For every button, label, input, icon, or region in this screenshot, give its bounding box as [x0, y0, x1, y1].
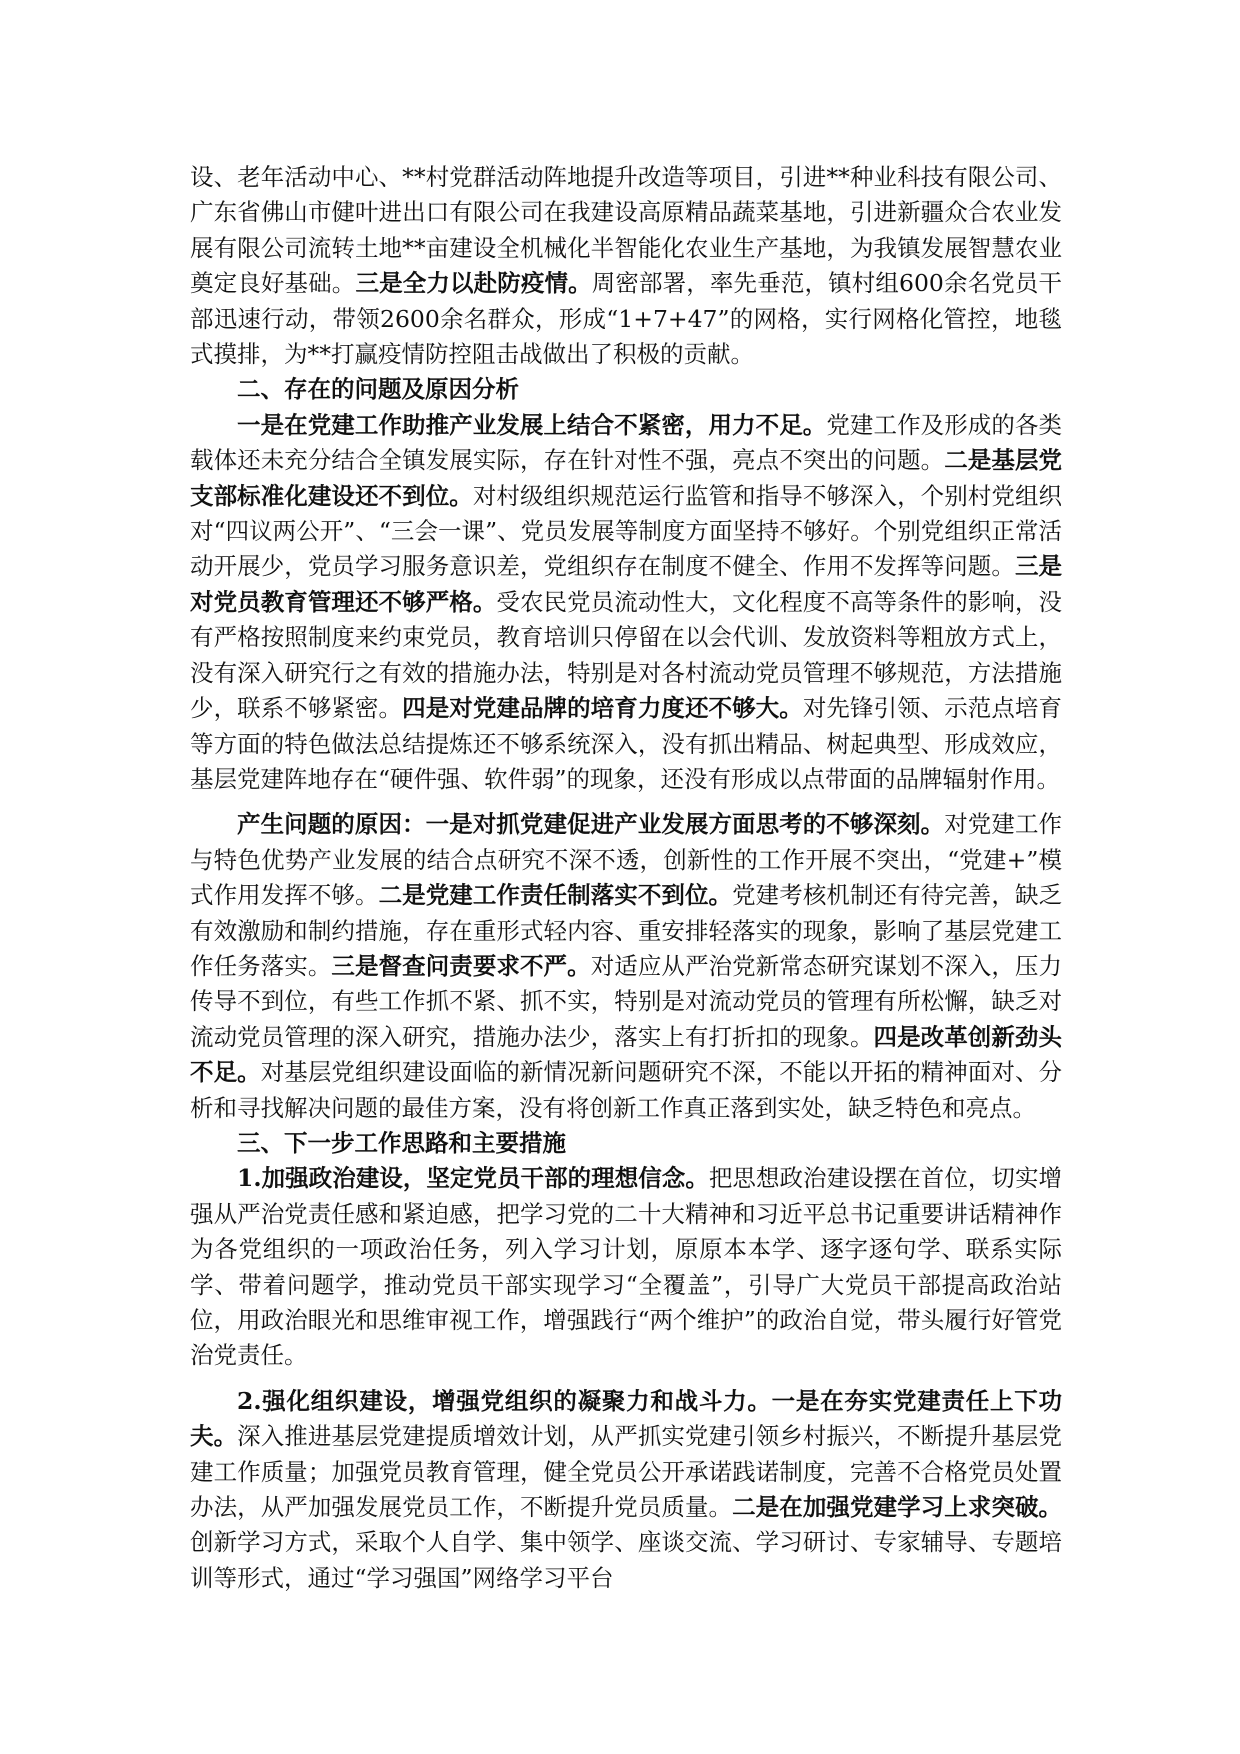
paragraph-text: 周密部署，率先垂范，镇村组600余名党员干部迅速行动，带领2600余名群众，形成“1+7+47”的网格，实行网格化管控，地毯式摸排，为**打赢疫情防控阻击战做出了积极的贡献。 — [190, 269, 1063, 369]
paragraph-text: 对先锋引领、示范点培育等方面的特色做法总结提炼还不够系统深入，没有抓出精品、树起典型、形成效应，基层党建阵地存在“硬件强、软件弱”的现象，还没有形成以点带面的品牌辐射作用。 — [190, 694, 1063, 793]
paragraph-text: 党建考核机制还有待完善，缺乏有效激励和制约措施，存在重形式轻内容、重安排轻落实的现象，影响了基层党建工作任务落实。 — [190, 881, 1063, 980]
bold-lead: 一是在党建工作助推产业发展上结合不紧密，用力不足。 — [237, 410, 827, 439]
paragraph-measure-1 — [190, 1161, 1062, 1373]
paragraph-causes — [190, 807, 1062, 1126]
bold-lead: 四是改革创新劲头不足。 — [190, 1022, 1063, 1087]
paragraph-text: 设、老年活动中心、**村党群活动阵地提升改造等项目，引进**种业科技有限公司、广东省佛山市健叶进出口有限公司在我建设高原精品蔬菜基地，引进新疆众合农业发展有限公司流转土地**亩建设全机械化半智能化农业生产基地，为我镇发展智慧农业奠定良好基础。 — [190, 163, 1062, 298]
bold-lead: 1.加强政治建设，坚定党员干部的理想信念。 — [237, 1164, 709, 1193]
bold-lead: 三是全力以赴防疫情。 — [355, 269, 592, 298]
document-page — [190, 160, 1062, 1596]
bold-lead: 三是对党员教育管理还不够严格。 — [190, 552, 1063, 616]
paragraph-text: 对党建工作与特色优势产业发展的结合点研究不深不透，创新性的工作开展不突出，“党建+”模式作用发挥不够。 — [190, 810, 1063, 910]
paragraph-text: 对基层党组织建设面临的新情况新问题研究不深，不能以开拓的精神面对、分析和寻找解决问题的最佳方案，没有将创新工作真正落到实处，缺乏特色和亮点。 — [190, 1058, 1063, 1122]
paragraph-text: 深入推进基层党建提质增效计划，从严抓实党建引领乡村振兴，不断提升基层党建工作质量；加强党员教育管理，健全党员公开承诺践诺制度，完善不合格党员处置办法，从严加强发展党员工作，不断提升党员质量。 — [190, 1422, 1063, 1522]
bold-lead: 2.强化组织建设，增强党组织的凝聚力和战斗力。一是在夯实党建责任上下功夫。 — [190, 1386, 1062, 1451]
bold-lead: 三是督查问责要求不严。 — [331, 951, 591, 980]
section-heading-2: 二、存在的问题及原因分析 — [237, 375, 519, 404]
paragraph-text: 对村级组织规范运行监管和指导不够深入，个别村党组织对“四议两公开”、“三会一课”、党员发展等制度方面坚持不够好。个别党组织正常活动开展少，党员学习服务意识差，党组织存在制度不健全、作用不发挥等问题。 — [190, 481, 1063, 581]
paragraph-text: 对适应从严治党新常态研究谋划不深入，压力传导不到位，有些工作抓不紧、抓不实，特别是对流动党员的管理有所松懈，缺乏对流动党员管理的深入研究，措施办法少，落实上有打折扣的现象。 — [190, 951, 1063, 1051]
paragraph-text: 创新学习方式，采取个人自学、集中领学、座谈交流、学习研讨、专家辅导、专题培训等形式，通过“学习强国”网络学习平台 — [190, 1528, 1062, 1592]
section-heading-3: 三、下一步工作思路和主要措施 — [237, 1128, 566, 1157]
bold-lead: 四是对党建品牌的培育力度还不够大。 — [402, 694, 803, 723]
bold-lead: 产生问题的原因：一是对抓党建促进产业发展方面思考的不够深刻。 — [237, 810, 945, 839]
bold-lead: 二是基层党支部标准化建设还不到位。 — [190, 446, 1063, 510]
paragraph-problems — [190, 408, 1062, 797]
paragraph-measure-2 — [190, 1384, 1062, 1596]
bold-lead: 二是党建工作责任制落实不到位。 — [378, 881, 733, 910]
paragraph-text: 党建工作及形成的各类载体还未充分结合全镇发展实际，存在针对性不强，亮点不突出的问题。 — [190, 410, 1063, 475]
paragraph-text: 受农民党员流动性大，文化程度不高等条件的影响，没有严格按照制度来约束党员，教育培训只停留在以会代训、发放资料等粗放方式上，没有深入研究行之有效的措施办法，特别是对各村流动党员管理不够规范，方法措施少，联系不够紧密。 — [190, 587, 1063, 723]
bold-lead: 二是在加强党建学习上求突破。 — [732, 1493, 1063, 1522]
paragraph-text: 把思想政治建设摆在首位，切实增强从严治党责任感和紧迫感，把学习党的二十大精神和习近平总书记重要讲话精神作为各党组织的一项政治任务，列入学习计划，原原本本学、逐字逐句学、联系实际学、带着问题学，推动党员干部实现学习“全覆盖”，引导广大党员干部提高政治站位，用政治眼光和思维审视工作，增强践行“两个维护”的政治自觉，带头履行好管党治党责任。 — [190, 1164, 1062, 1370]
paragraph-continuation — [190, 160, 1062, 372]
